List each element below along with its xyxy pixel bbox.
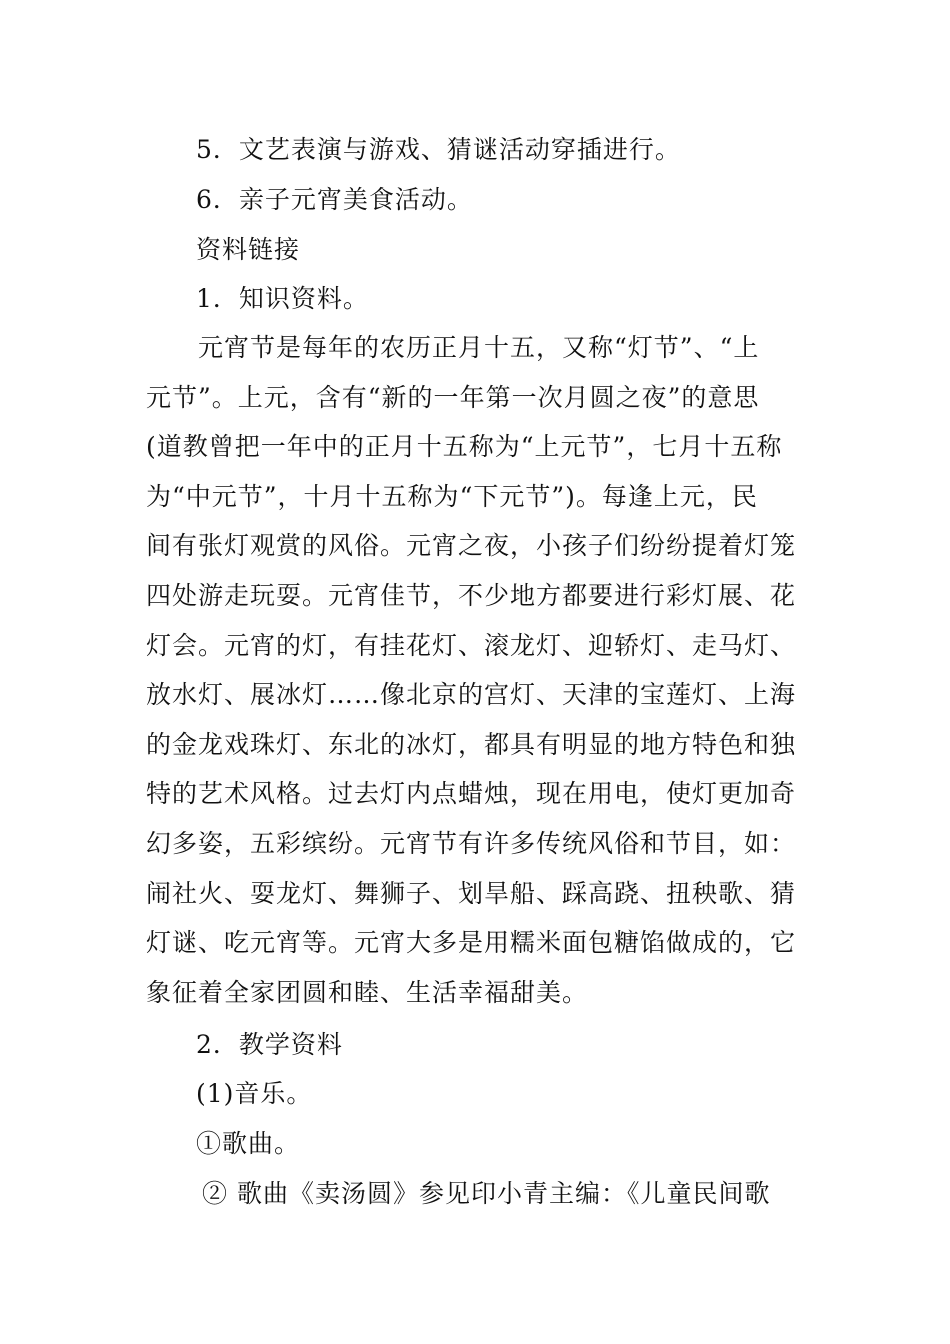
- paragraph-line: 间有张灯观赏的风俗。元宵之夜，小孩子们纷纷提着灯笼: [146, 531, 797, 561]
- paragraph-line: 象征着全家团圆和睦、生活幸福甜美。: [146, 977, 589, 1007]
- subheading-teaching: 2．教学资料: [196, 1030, 343, 1059]
- knowledge-paragraph: [146, 330, 806, 1024]
- paragraph-line: 元节”。上元，含有“新的一年第一次月圆之夜”的意思: [146, 382, 760, 412]
- teaching-item-song-reference: ② 歌曲《卖汤圆》参见印小青主编：《儿童民间歌: [202, 1179, 771, 1208]
- paragraph-line: 放水灯、展冰灯……像北京的宫灯、天津的宝莲灯、上海: [146, 680, 797, 710]
- paragraph-line: 灯会。元宵的灯，有挂花灯、滚龙灯、迎轿灯、走马灯、: [146, 630, 797, 660]
- paragraph-line: 幻多姿，五彩缤纷。元宵节有许多传统风俗和节目，如：: [146, 828, 797, 858]
- subheading-knowledge: 1．知识资料。: [196, 284, 369, 313]
- teaching-item-songs: ①歌曲。: [196, 1129, 301, 1158]
- list-item-6: 6．亲子元宵美食活动。: [196, 185, 473, 214]
- paragraph-line: (道教曾把一年中的正月十五称为“上元节”，七月十五称: [146, 432, 783, 462]
- section-heading-resources: 资料链接: [196, 235, 301, 264]
- list-item-5: 5．文艺表演与游戏、猜谜活动穿插进行。: [196, 135, 681, 164]
- teaching-item-music: (1)音乐。: [196, 1079, 313, 1108]
- paragraph-line: 闹社火、耍龙灯、舞狮子、划旱船、踩高跷、扭秧歌、猜: [146, 878, 797, 908]
- paragraph-line: 四处游走玩耍。元宵佳节，不少地方都要进行彩灯展、花: [146, 580, 797, 610]
- paragraph-line: 灯谜、吃元宵等。元宵大多是用糯米面包糖馅做成的，它: [146, 928, 797, 958]
- paragraph-line: 为“中元节”，十月十五称为“下元节”)。每逢上元，民: [146, 481, 758, 511]
- paragraph-line: 元宵节是每年的农历正月十五，又称“灯节”、“上: [198, 333, 760, 362]
- paragraph-line: 的金龙戏珠灯、东北的冰灯，都具有明显的地方特色和独: [146, 729, 797, 759]
- paragraph-line: 特的艺术风格。过去灯内点蜡烛，现在用电，使灯更加奇: [146, 779, 797, 809]
